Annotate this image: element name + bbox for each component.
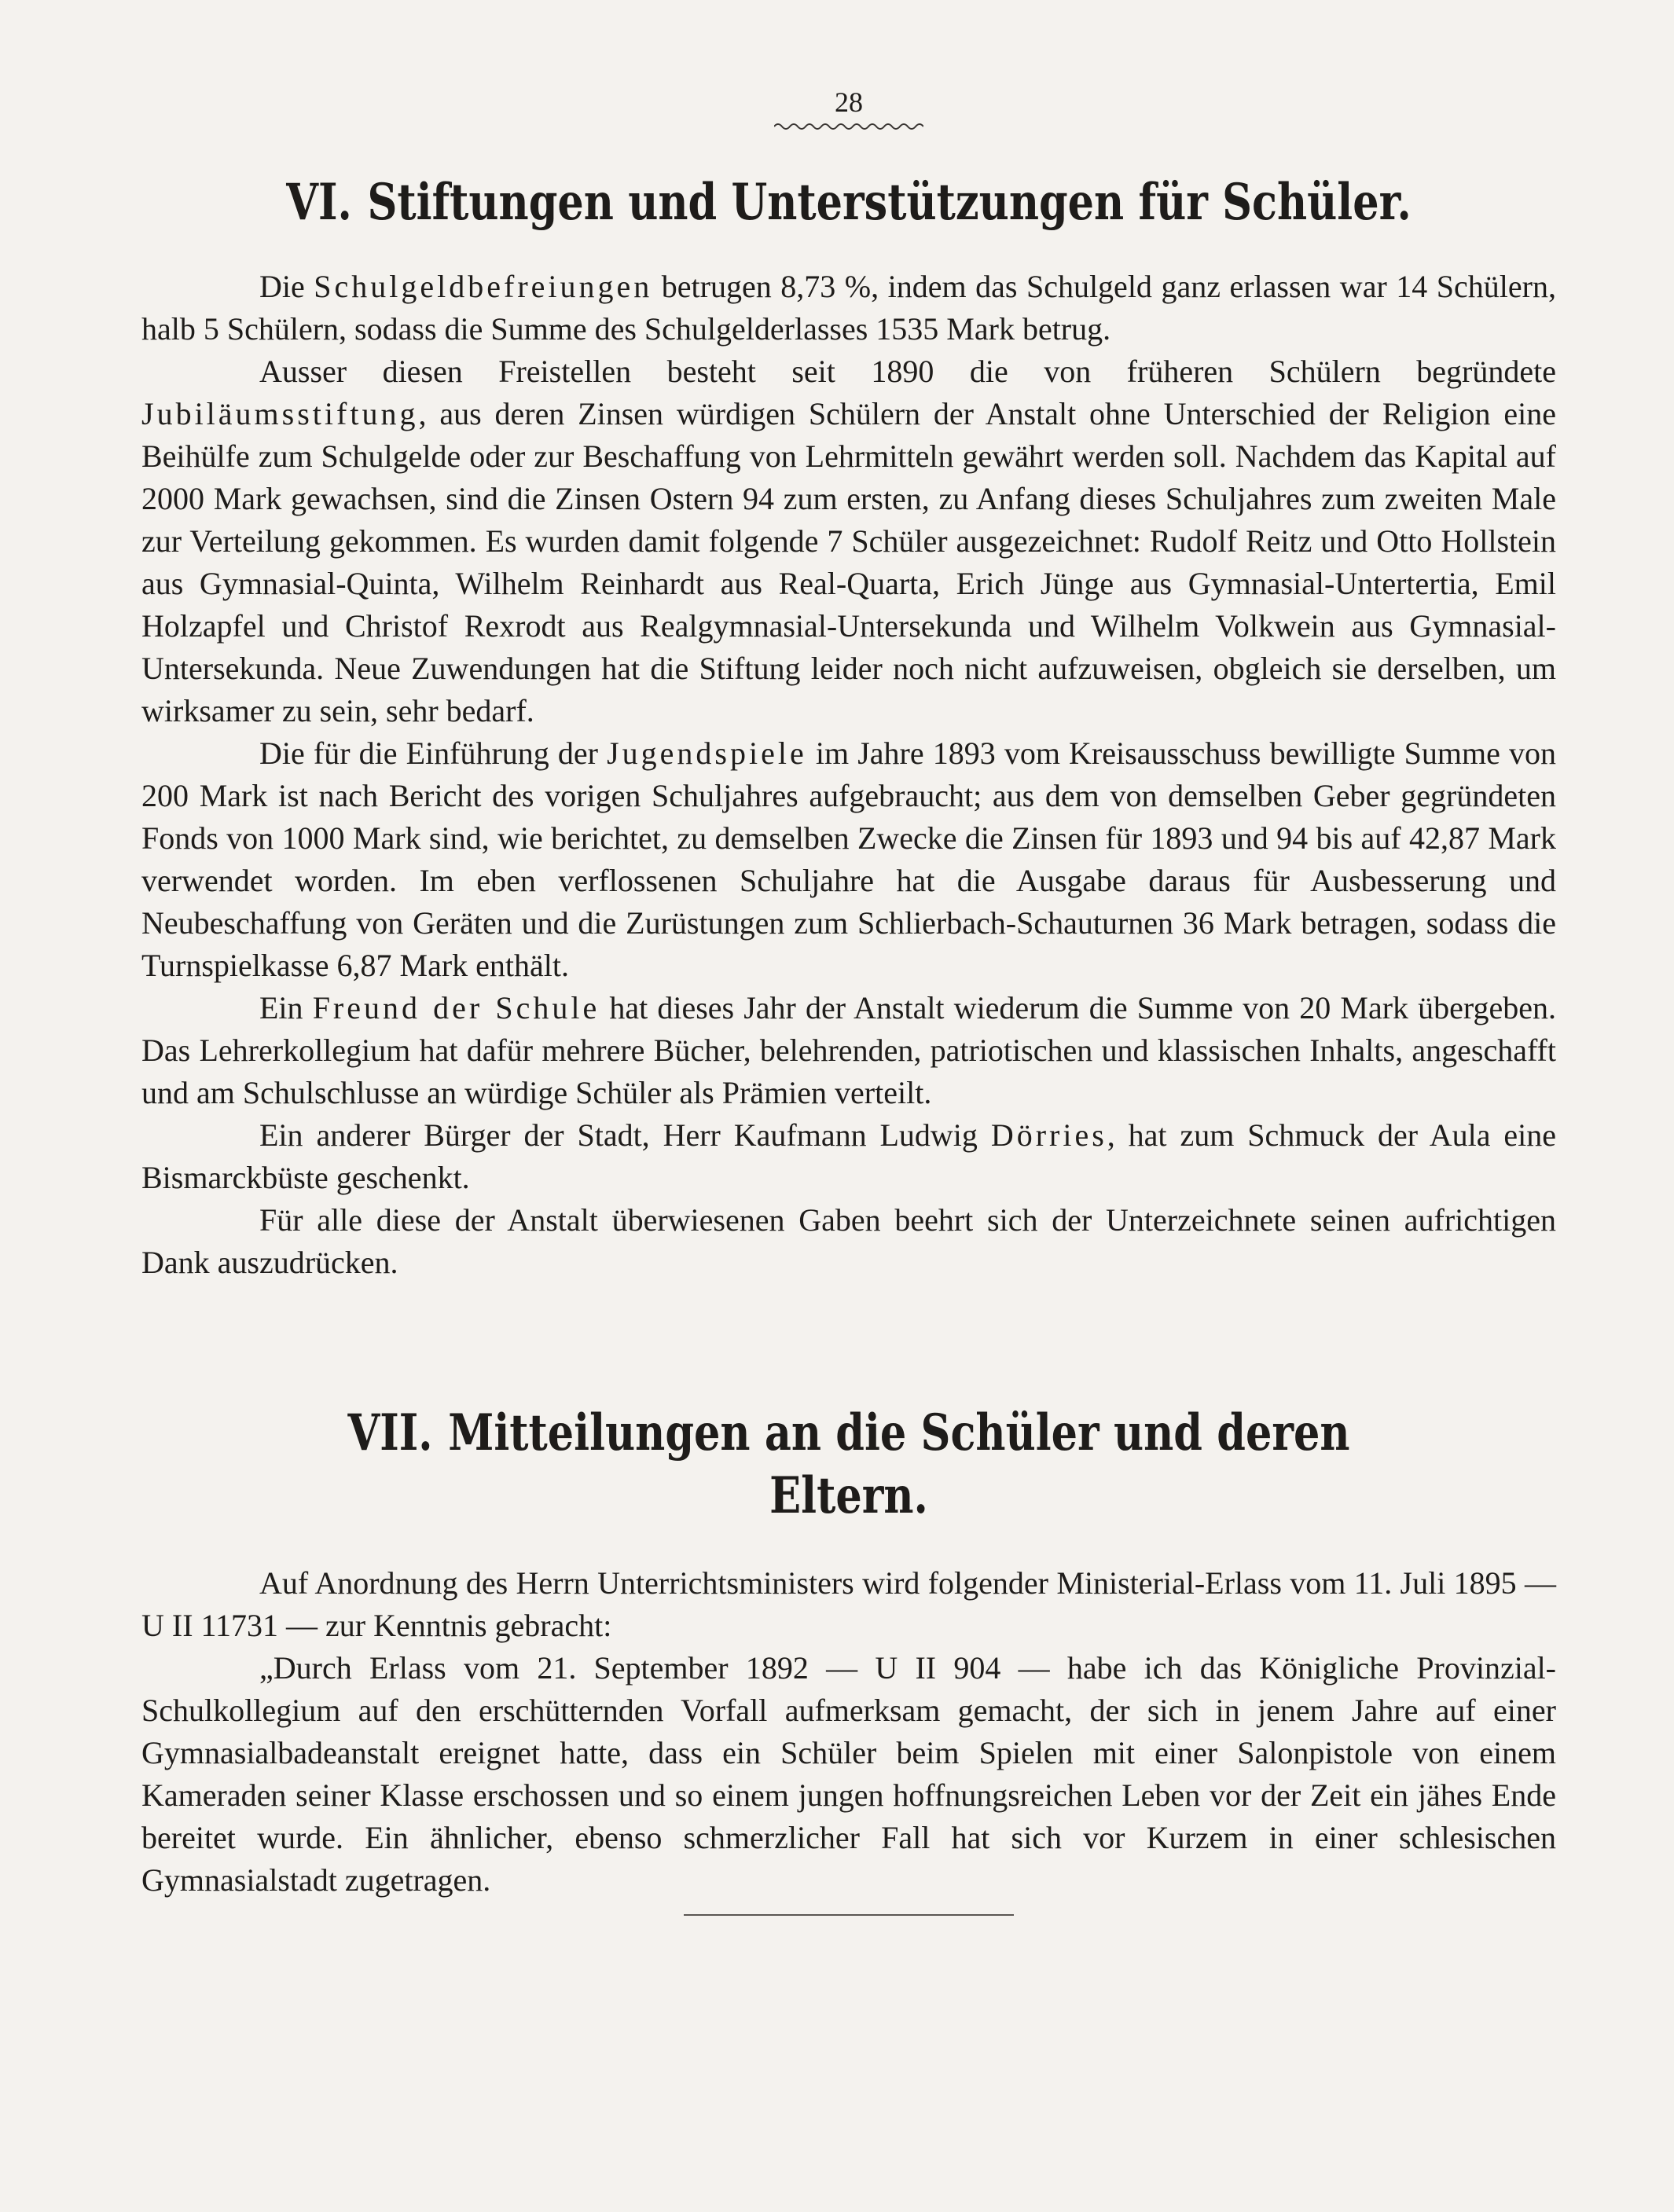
page-number: 28 bbox=[835, 86, 863, 118]
section-title: Mitteilungen an die Schüler und deren Eltern. bbox=[448, 1403, 1350, 1525]
spaced-term: Schulgeldbefreiungen bbox=[314, 269, 653, 304]
section-title: Stiftungen und Unterstützungen für Schüler. bbox=[367, 173, 1412, 232]
wavy-ornament bbox=[774, 121, 923, 132]
text-run: betrugen 8,73 %, indem das Schulgeld ganz erlassen war 14 Schülern, halb 5 Schülern, sodass die Summe des Schulgelderlasses 1535 Mark betrug. bbox=[141, 269, 1556, 347]
text-run: Ein anderer Bürger der Stadt, Herr Kaufmann Ludwig bbox=[259, 1117, 991, 1153]
text-run: Ausser diesen Freistellen besteht seit 1890 die von früheren Schülern begründete bbox=[259, 354, 1556, 389]
text-run: , aus deren Zinsen würdigen Schülern der Anstalt ohne Unterschied der Religion eine Beihülfe zum Schulgelde oder zur Beschaffung von Lehrmitteln gewährt werden soll. Nachdem das Kapital auf 2000 Mark gewachsen, sind die Zinsen Ostern 94 zum ersten, zu Anfang dieses Schuljahres zum zweiten Male zur Verteilung gekommen. Es wurden damit folgende 7 Schüler ausgezeichnet: Rudolf Reitz und Otto Hollstein aus Gymnasial-Quinta, Wilhelm Reinhardt aus Real-Quarta, Erich Jünge aus Gymnasial-Untertertia, Emil Holzapfel und Christof Rexrodt aus Realgymnasial-Untersekunda und Wilhelm Volkwein aus Gymnasial-Untersekunda. Neue Zuwendungen hat die Stiftung leider noch nicht aufzuweisen, obgleich sie derselben, um wirksamer zu sein, sehr bedarf. bbox=[141, 396, 1556, 728]
paragraph-erlass-quote: „Durch Erlass vom 21. September 1892 — U II 904 — habe ich das Königliche Provinzial-Schulkollegium auf den erschütternden Vorfall aufmerksam gemacht, der sich in jenem Jahre auf einer Gymnasialbadeanstalt ereignet hatte, dass ein Schüler beim Spielen mit einer Salonpistole von einem Kameraden seiner Klasse erschossen und so einem jungen hoffnungsreichen Leben vor der Zeit ein jähes Ende bereitet wurde. Ein ähnlicher, ebenso schmerzlicher Fall hat sich vor Kurzem in einer schlesischen Gymnasialstadt zugetragen. bbox=[141, 1650, 1556, 1898]
text-run: Die bbox=[259, 269, 314, 304]
section-heading-vii bbox=[269, 1402, 1429, 1528]
section-heading-vi bbox=[269, 171, 1429, 234]
spaced-term: Jugendspiele bbox=[607, 735, 807, 771]
spaced-term: Jubiläumsstiftung bbox=[141, 396, 419, 431]
paragraph-ministerial-erlass: Auf Anordnung des Herrn Unterrichtsministers wird folgender Ministerial-Erlass vom 11. Juli 1895 — U II 11731 — zur Kenntnis gebracht: bbox=[141, 1565, 1556, 1643]
text-run: Ein bbox=[259, 990, 313, 1025]
paragraph-doerries bbox=[141, 1114, 1556, 1199]
paragraph-schulgeldbefreiungen bbox=[141, 266, 1556, 350]
spaced-term: Freund der Schule bbox=[312, 990, 600, 1025]
spaced-term: Dörries bbox=[990, 1117, 1107, 1153]
section-numeral: VI. bbox=[286, 173, 352, 232]
paragraph-freund-der-schule bbox=[141, 987, 1556, 1114]
text-run: , hat zum Schmuck der Aula eine Bismarckbüste geschenkt. bbox=[141, 1117, 1556, 1195]
text-run: Die für die Einführung der bbox=[259, 735, 608, 771]
divider-rule bbox=[684, 1914, 1014, 1916]
text-run: im Jahre 1893 vom Kreisausschuss bewilligte Summe von 200 Mark ist nach Bericht des vorigen Schuljahres aufgebraucht; aus dem von demselben Geber gegründeten Fonds von 1000 Mark sind, wie berichtet, zu demselben Zwecke die Zinsen für 1893 und 94 bis auf 42,87 Mark verwendet worden. Im eben verflossenen Schuljahre hat die Ausgabe daraus für Ausbesserung und Neubeschaffung von Geräten und die Zurüstungen zum Schlierbach-Schauturnen 36 Mark betragen, sodass die Turnspielkasse 6,87 Mark enthält. bbox=[141, 735, 1556, 983]
text-run: hat dieses Jahr der Anstalt wiederum die Summe von 20 Mark übergeben. Das Lehrerkollegium hat dafür mehrere Bücher, belehrenden, patriotischen und klassischen Inhalts, angeschafft und am Schulschlusse an würdige Schüler als Prämien verteilt. bbox=[141, 990, 1557, 1110]
paragraph-jubilaeumsstiftung bbox=[141, 350, 1556, 732]
section-numeral: VII. bbox=[347, 1403, 433, 1462]
paragraph-dank: Für alle diese der Anstalt überwiesenen Gaben beehrt sich der Unterzeichnete seinen aufrichtigen Dank auszudrücken. bbox=[141, 1202, 1556, 1280]
paragraph-jugendspiele bbox=[141, 732, 1556, 987]
